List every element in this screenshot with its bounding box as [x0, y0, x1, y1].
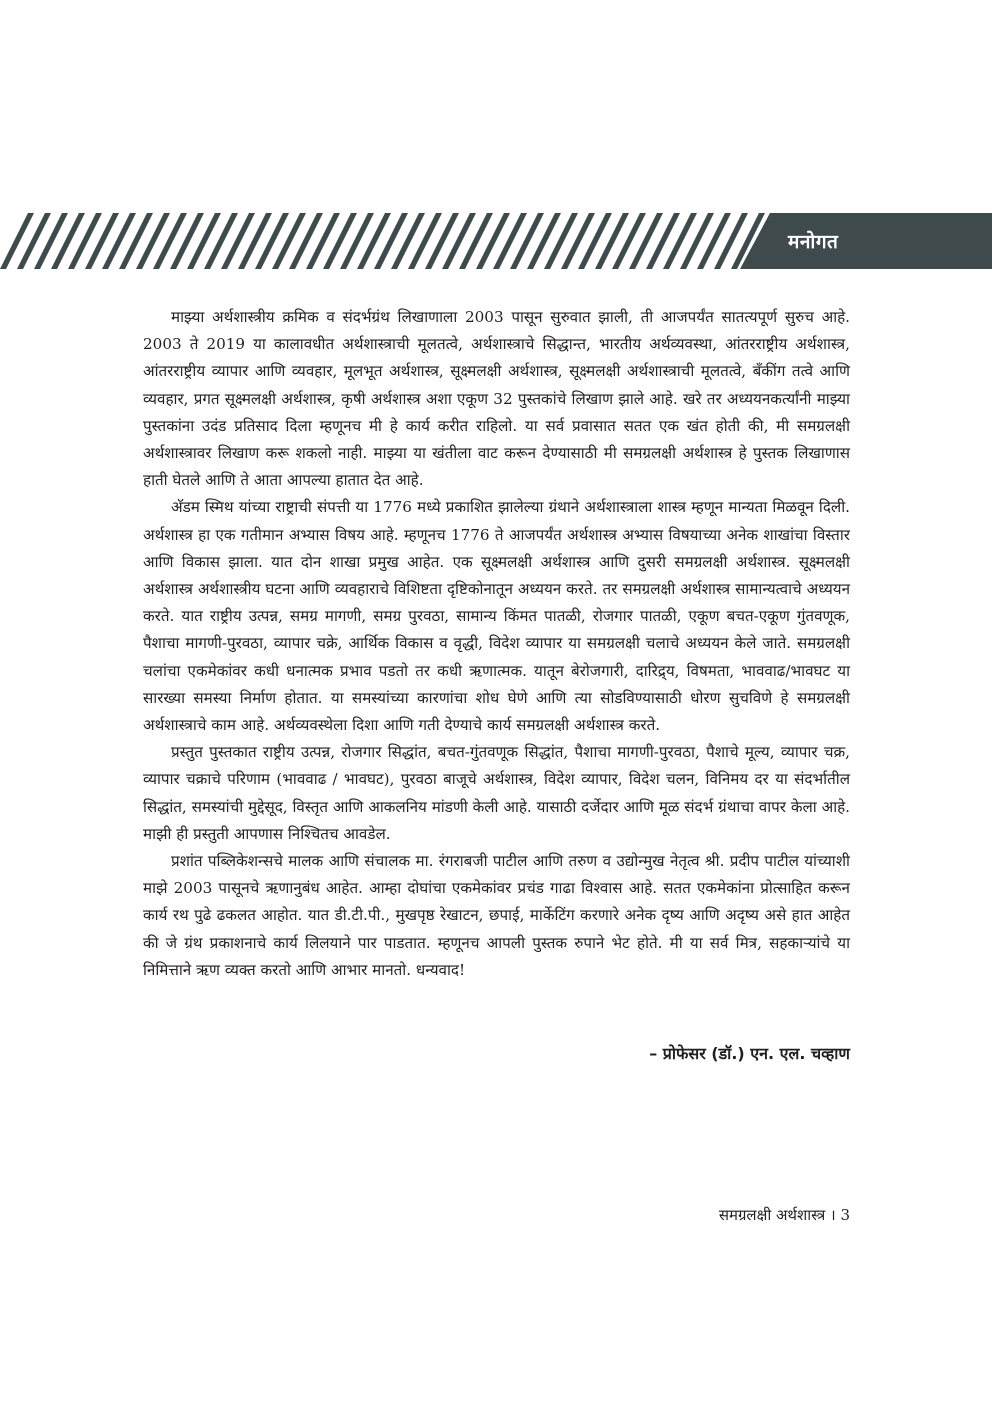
- header-stripe: [697, 213, 731, 269]
- header-stripe: [51, 213, 85, 269]
- paragraph-3: प्रस्तुत पुस्तकात राष्ट्रीय उत्पन्न, रोजगार सिद्धांत, बचत-गुंतवणूक सिद्धांत, पैशाचा मागणी-पुरवठा, पैशाचे मूल्य, व्यापार चक्र, व्यापार चक्राचे परिणाम (भाववाढ / भावघट), पुरवठा बाजूचे अर्थशास्त्र, विदेश व्यापार, विदेश चलन, विनिमय दर या संदर्भातील सिद्धांत, समस्यांची मुद्देसूद, विस्तृत आणि आकलनिय मांडणी केली आहे. यासाठी दर्जेदार आणि मूळ संदर्भ ग्रंथाचा वापर केला आहे. माझी ही प्रस्तुती आपणास निश्चितच आवडेल.: [143, 743, 850, 843]
- header-stripe: [493, 213, 527, 269]
- paragraph-4: प्रशांत पब्लिकेशन्सचे मालक आणि संचालक मा. रंगराबजी पाटील आणि तरुण व उद्योन्मुख नेतृत्व श्री. प्रदीप पाटील यांच्याशी माझे 2003 पासूनचे ऋणानुबंध आहेत. आम्हा दोघांचा एकमेकांवर प्रचंड गाढा विश्वास आहे. सतत एकमेकांना प्रोत्साहित करून कार्य रथ पुढे ढकलत आहोत. यात डी.टी.पी., मुखपृष्ठ रेखाटन, छपाई, मार्केटिंग करणारे अनेक दृष्य आणि अदृष्य असे हात आहेत की जे ग्रंथ प्रकाशनाचे कार्य लिलयाने पार पाडतात. म्हणूनच आपली पुस्तक रुपाने भेट होते. मी या सर्व मित्र, सहकाऱ्यांचे या निमित्ताने ऋण व्यक्त करतो आणि आभार मानतो. धन्यवाद!: [143, 852, 850, 979]
- header-stripe: [102, 213, 136, 269]
- header-stripe: [289, 213, 323, 269]
- header-stripe: [187, 213, 221, 269]
- page-footer: समग्रलक्षी अर्थशास्त्र । 3: [718, 1206, 850, 1224]
- header-stripe: [408, 213, 442, 269]
- header-stripe: [204, 213, 238, 269]
- header-stripe: [136, 213, 170, 269]
- header-stripe: [85, 213, 119, 269]
- header-stripe: [663, 213, 697, 269]
- page-title: मनोगत: [788, 231, 839, 253]
- header-stripe: [391, 213, 425, 269]
- header-stripe: [595, 213, 629, 269]
- header-stripe: [340, 213, 374, 269]
- header-stripe: [323, 213, 357, 269]
- author-signature: – प्रोफेसर (डॉ.) एन. एल. चव्हाण: [649, 1044, 850, 1063]
- header-stripe: [357, 213, 391, 269]
- header-stripe: [459, 213, 493, 269]
- header-stripe: [17, 213, 51, 269]
- header-stripe: [646, 213, 680, 269]
- header-stripe: [374, 213, 408, 269]
- header-stripe: [34, 213, 68, 269]
- header-stripe: [578, 213, 612, 269]
- header-stripe: [561, 213, 595, 269]
- header-stripe: [629, 213, 663, 269]
- header-stripe: [425, 213, 459, 269]
- header-stripe: [153, 213, 187, 269]
- header-stripe: [272, 213, 306, 269]
- header-stripe: [119, 213, 153, 269]
- header-stripe: [714, 213, 748, 269]
- header-stripe: [0, 213, 34, 269]
- header-stripe: [510, 213, 544, 269]
- header-stripe: [476, 213, 510, 269]
- paragraph-1: माझ्या अर्थशास्त्रीय क्रमिक व संदर्भग्रंथ लिखाणाला 2003 पासून सुरुवात झाली, ती आजपर्यंत सातत्यपूर्ण सुरुच आहे. 2003 ते 2019 या कालावधीत अर्थशास्त्राची मूलतत्वे, अर्थशास्त्राचे सिद्धान्त, भारतीय अर्थव्यवस्था, आंतरराष्ट्रीय अर्थशास्त्र, आंतरराष्ट्रीय व्यापार आणि व्यवहार, मूलभूत अर्थशास्त्र, सूक्ष्मलक्षी अर्थशास्त्र, सूक्ष्मलक्षी अर्थशास्त्राची मूलतत्वे, बँकींग तत्वे आणि व्यवहार, प्रगत सूक्ष्मलक्षी अर्थशास्त्र, कृषी अर्थशास्त्र अशा एकूण 32 पुस्तकांचे लिखाण झाले आहे. खरे तर अध्ययनकर्त्यांनी माझ्या पुस्तकांना उदंड प्रतिसाद दिला म्हणूनच मी हे कार्य करीत राहिलो. या सर्व प्रवासात सतत एक खंत होती की, मी समग्रलक्षी अर्थशास्त्रावर लिखाण करू शकलो नाही. माझ्या या खंतीला वाट करून देण्यासाठी मी समग्रलक्षी अर्थशास्त्र हे पुस्तक लिखाणास हाती घेतले आणि ते आता आपल्या हातात देत आहे.: [143, 308, 850, 490]
- header-stripe: [170, 213, 204, 269]
- header-stripe: [238, 213, 272, 269]
- header-stripe: [544, 213, 578, 269]
- header-stripe: [527, 213, 561, 269]
- header-stripe: [442, 213, 476, 269]
- header-stripe: [306, 213, 340, 269]
- header-stripe: [612, 213, 646, 269]
- header-stripe: [68, 213, 102, 269]
- paragraph-2: अ‍ॅडम स्मिथ यांच्या राष्ट्राची संपत्ती या 1776 मध्ये प्रकाशित झालेल्या ग्रंथाने अर्थशास्त्राला शास्त्र म्हणून मान्यता मिळवून दिली. अर्थशास्त्र हा एक गतीमान अभ्यास विषय आहे. म्हणूनच 1776 ते आजपर्यंत अर्थशास्त्र अभ्यास विषयाच्या अनेक शाखांचा विस्तार आणि विकास झाला. यात दोन शाखा प्रमुख आहेत. एक सूक्ष्मलक्षी अर्थशास्त्र आणि दुसरी समग्रलक्षी अर्थशास्त्र. सूक्ष्मलक्षी अर्थशास्त्र अर्थशास्त्रीय घटना आणि व्यवहाराचे विशिष्टता दृष्टिकोनातून अध्ययन करते. तर समग्रलक्षी अर्थशास्त्र सामान्यत्वाचे अध्ययन करते. यात राष्ट्रीय उत्पन्न, समग्र मागणी, समग्र पुरवठा, सामान्य किंमत पातळी, रोजगार पातळी, एकूण बचत-एकूण गुंतवणूक, पैशाचा मागणी-पुरवठा, व्यापार चक्रे, आर्थिक विकास व वृद्धी, विदेश व्यापार या समग्रलक्षी चलाचे अध्ययन केले जाते. समग्रलक्षी चलांचा एकमेकांवर कधी धनात्मक प्रभाव पडतो तर कधी ऋणात्मक. यातून बेरोजगारी, दारिद्र्य, विषमता, भाववाढ/भावघट या सारख्या समस्या निर्माण होतात. या समस्यांच्या कारणांचा शोध घेणे आणि त्या सोडविण्यासाठी धोरण सुचविणे हे समग्रलक्षी अर्थशास्त्राचे काम आहे. अर्थव्यवस्थेला दिशा आणि गती देण्याचे कार्य समग्रलक्षी अर्थशास्त्र करते.: [143, 498, 850, 735]
- header-stripe: [680, 213, 714, 269]
- header-stripe: [221, 213, 255, 269]
- preface-body: [143, 304, 850, 984]
- header-stripe: [255, 213, 289, 269]
